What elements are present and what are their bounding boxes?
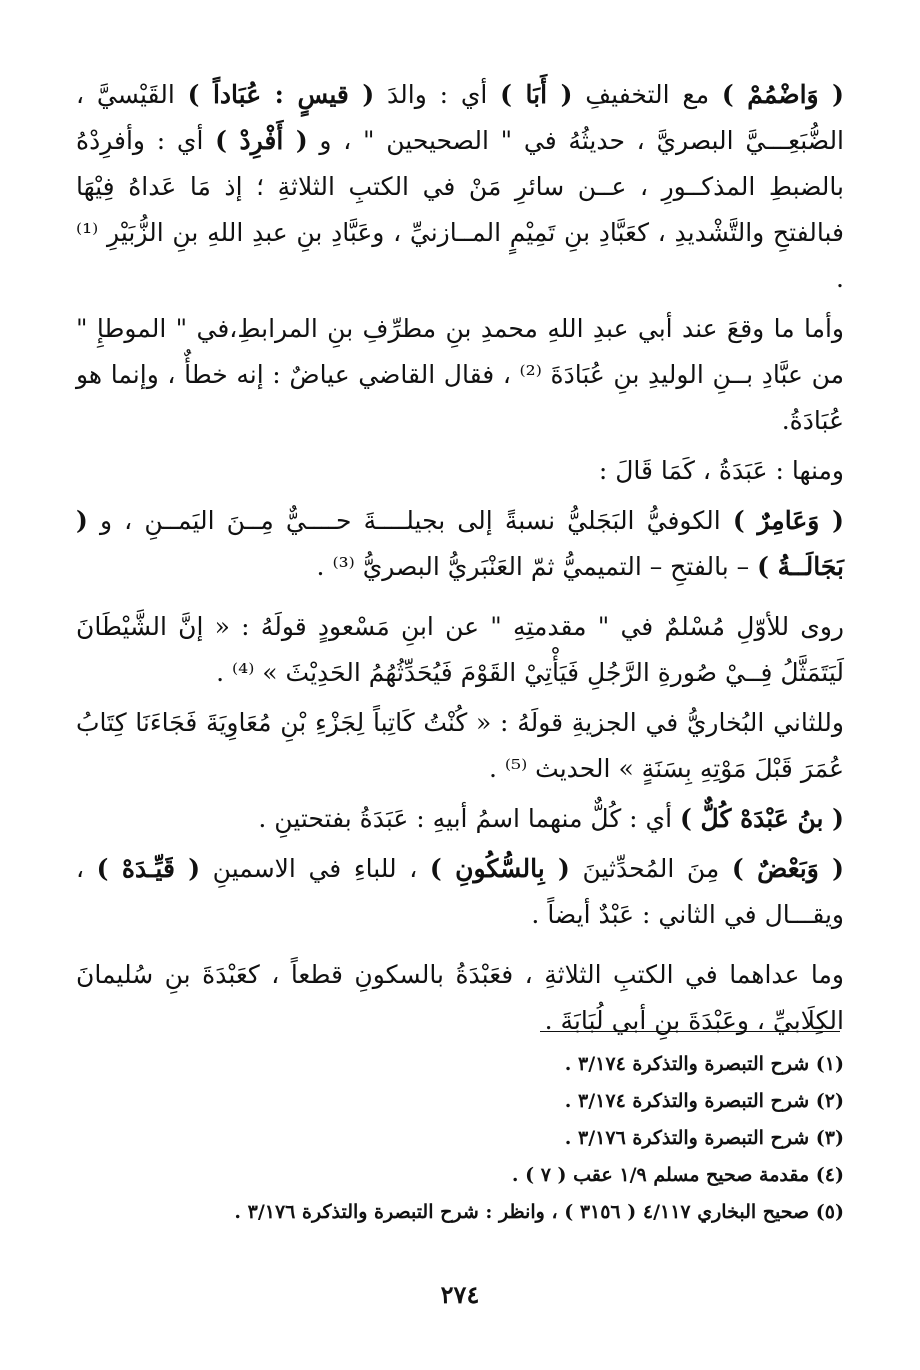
footnote-3: (٣) شرح التبصرة والتذكرة ٣/١٧٦ . [564,1127,844,1149]
commentary-text: وما عداهما في الكتبِ الثلاثةِ ، فعَبْدَةُ بالسكونِ قطعاً ، كعَبْدَةَ بنِ سُليمانَ الكِلَابيِّ ، وعَبْدَةَ بنِ أبي لُبَابَةَ . [76,960,844,1035]
main-text [76,72,844,1048]
paragraph-1 [76,72,844,302]
paragraph-6 [76,700,844,792]
footnote-2: (٢) شرح التبصرة والتذكرة ٣/١٧٤ . [564,1090,844,1112]
commentary-text: الكوفيُّ البَجَليُّ نسبةً إلى بجيلــــةَ حــــيٌّ مِــنَ اليَمــنِ ، و [87,506,733,535]
verse-term: ( وَاضْمُمْ ) [721,80,845,109]
commentary-text: مع التخفيفِ [572,80,722,109]
footnote-4: (٤) مقدمة صحيح مسلم ١/٩ عقب ( ٧ ) . [511,1164,844,1186]
verse-term: ( أَبَا ) [500,80,573,109]
paragraph-5 [76,604,844,696]
paragraph-4 [76,498,844,590]
footnotes [76,1046,844,1231]
paragraph-7 [76,796,844,842]
verse-term: ( وَبَعْضٌ ) [731,854,844,883]
commentary-text: ، ويقـــال في الثاني : عَبْدٌ أيضاً . [76,854,844,929]
footnote-1: (١) شرح التبصرة والتذكرة ٣/١٧٤ . [564,1053,844,1075]
verse-term: ( وَعَامِرٌ ) [732,506,845,535]
commentary-text: مِنَ المُحدِّثينَ [569,854,732,883]
commentary-text: أي : وأفرِدْهُ بالضبطِ المذكــورِ ، عــن سائرِ مَنْ في الكتبِ الثلاثةِ ؛ إذ مَا عَداهُ فِيْهَا فبالفتحِ والتَّشْديدِ ، كعَبَّادِ بنِ تَمِيْمٍ المــازنيِّ ، وعَبَّادِ بنِ عبدِ اللهِ بنِ الزُّبَيْرِ ⁽¹⁾ . [76,126,845,293]
footnote-5: (٥) صحيح البخاري ٤/١١٧ ( ٣١٥٦ ) ، وانظر : شرح التبصرة والتذكرة ٣/١٧٦ . [234,1201,844,1223]
paragraph-3 [76,448,844,494]
verse-term: ( بنُ عَبْدَهْ كُلٌّ ) [680,804,844,833]
commentary-text: القَيْسيَّ ، الضُّبَعِـــيَّ البصريَّ ، حديثُهُ في " الصحيحين " ، و [76,80,845,155]
verse-term: ( بِالسُّكُونِ ) [429,854,570,883]
footnote-separator [540,1031,840,1032]
commentary-text: ومنها : عَبَدَةُ ، كَمَا قَالَ : [598,456,844,485]
verse-term: ( أَفْرِدْ ) [215,126,308,155]
commentary-text: روى للأوّلِ مُسْلمٌ في " مقدمتِهِ " عن ابنِ مَسْعودٍ قولَهُ : « إنَّ الشَّيْطَانَ لَيَتَمَثَّلُ فِــيْ صُورةِ الرَّجُلِ فَيَأْتِيْ القَوْمَ فَيُحَدِّثُهُمُ الحَدِيْثَ » ⁽⁴⁾ . [76,612,844,687]
commentary-text: وأما ما وقعَ عند أبي عبدِ اللهِ محمدِ بنِ مطرِّفِ بنِ المرابطِ،في " الموطإِ " من عبَّادِ بــنِ الوليدِ بنِ عُبَادَةَ ⁽²⁾ ، فقال القاضي عياضٌ : إنه خطأٌ ، وإنما هو عُبَادَةُ. [76,314,844,435]
verse-term: ( قَيِّـدَهْ ) [96,854,201,883]
page-number: ٢٧٤ [440,1280,480,1309]
paragraph-8 [76,846,844,938]
verse-term: ( قيسٍ : عُبَاداً ) [187,80,375,109]
commentary-text: وللثاني البُخاريُّ في الجزيةِ قولَهُ : « كُنْتُ كَاتِباً لِجَزْءِ بْنِ مُعَاوِيَةَ فَجَاءَنَا كِتَابُ عُمَرَ قَبْلَ مَوْتِهِ بِسَنَةٍ » الحديث ⁽⁵⁾ . [76,708,844,783]
commentary-text: أي : كُلٌّ منهما اسمُ أبيهِ : عَبَدَةُ بفتحتينِ . [258,804,681,833]
commentary-text: – بالفتحِ – التميميُّ ثمّ العَنْبَريُّ البصريُّ ⁽³⁾ . [316,552,758,581]
paragraph-2 [76,306,844,444]
verse-term: ( بَجَالَــةُ ) [76,506,844,581]
commentary-text: ، للباءِ في الاسمينِ [200,854,430,883]
commentary-text: أي : والدَ [374,80,501,109]
